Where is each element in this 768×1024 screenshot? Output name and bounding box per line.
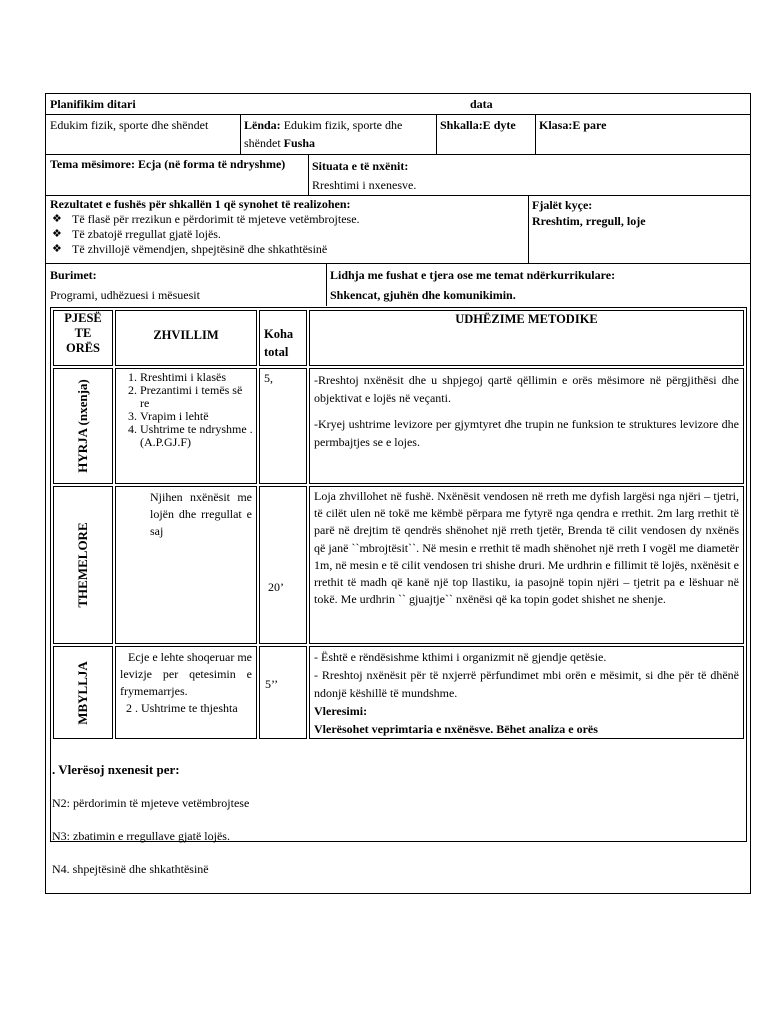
list-item: ❖ Të flasë për rrezikun e përdorimit të mjeteve vetëmbrojtese.	[72, 212, 524, 227]
themelore-zhvillim-cell	[115, 486, 257, 644]
mbyllja-udhezime-cell	[309, 646, 744, 739]
situata-value: Rreshtimi i nxenesve.	[312, 178, 417, 192]
lenda-cell	[240, 115, 436, 154]
hyrja-zhvillim-cell	[115, 368, 257, 484]
mbyllja-label-cell	[53, 646, 113, 739]
burimet-cell	[46, 264, 326, 306]
mbyllja-zhvillim-cell	[115, 646, 257, 739]
themelore-koha: 20’	[268, 580, 284, 594]
list-item: ❖ Të zhvillojë vëmendjen, shpejtësinë dhe shkathtësinë	[72, 242, 524, 257]
rezultatet-row	[46, 196, 750, 264]
header-koha: Koha total	[259, 310, 307, 366]
hyrja-label-cell	[53, 368, 113, 484]
lenda-label: Lënda:	[244, 118, 281, 132]
hyrja-udhezime-2: -Kryej ushtrime levizore per gjymtyret dhe trupin ne funksion te struktures levizore dhe permbajtjes se e lojes.	[314, 417, 739, 449]
hyrja-label: HYRJA (nxenja)	[75, 379, 90, 473]
fusha-cell: Edukim fizik, sporte dhe shëndet	[50, 118, 209, 132]
themelore-label: THEMELORE	[75, 522, 90, 608]
header-row	[46, 94, 750, 115]
themelore-koha-cell	[259, 486, 307, 644]
klasa-cell: Klasa:E pare	[539, 118, 607, 132]
header-pjese: PJESË TE ORËS	[53, 310, 113, 366]
burimet-label: Burimet:	[50, 268, 97, 282]
lidhja-value: Shkencat, gjuhën dhe komunikimin.	[330, 288, 516, 302]
vleresimi-value: Vlerësohet veprimtaria e nxënësve. Bëhet analiza e orës	[314, 722, 598, 736]
hyrja-steps	[118, 371, 254, 449]
mbyllja-udhezime-1: - Është e rëndësishme kthimi i organizmit në gjendje qetësie.	[314, 650, 607, 664]
list-item: 1. Rreshtimi i klasës	[140, 371, 254, 384]
list-item: 3. Vrapim i lehtë	[140, 410, 254, 423]
rezultatet-title: Rezultatet e fushës për shkallën 1 që synohet të realizohen:	[50, 197, 351, 211]
fjalet-label: Fjalët kyçe:	[532, 198, 593, 212]
lenda-value: Edukim fizik, sporte dhe shëndet	[244, 118, 403, 150]
info-row	[46, 115, 750, 155]
themelore-zhvillim: Njihen nxënësit me lojën dhe rregullat e saj	[150, 490, 252, 538]
tema-row	[46, 155, 750, 196]
situata-cell	[308, 155, 750, 195]
plan-title: Planifikim ditari	[50, 97, 136, 111]
tema-value: Ecja (në forma të ndryshme)	[137, 157, 286, 171]
mbyllja-udhezime-2: - Rreshtoj nxënësit për të nxjerrë përfundimet mbi orën e mësimit, si dhe për të dhënë ndonjë këshillë të mundshme.	[314, 668, 739, 700]
header-udhezime: UDHËZIME METODIKE	[309, 310, 744, 366]
themelore-udhezime: Loja zhvillohet në fushë. Nxënësit vendosen në rreth me dyfish largësi nga njëri – tjetri, të cilët ulen në tokë me këmbë përpara me fytyrë nga qendra e rrethit. 2m larg rrethit të parë në drejtim të qendrës shënohet një rreth tjetër, Brenda të cilit vendosen dy nxënës që janë ``mbrojtësit``. Në mesin e rrethit të madh shënohet një rreth I vogël me diametër 1m, në mesin e të cilit vendosen tri shishe druri. Me urdhrin e fillimit të lojës, nxënësit e rrethit të madh që kanë një top llastiku, ia pasojnë topin njëri – tjetrit pa e lëshuar në tokë. Me urdhrin `` gjuajtje`` nxënësi që ka topin godet shishet ne shenje.	[314, 489, 739, 607]
list-item: ❖ Të zbatojë rregullat gjatë lojës.	[72, 227, 524, 242]
themelore-udhezime-cell	[309, 486, 744, 644]
mbyllja-koha: 5’’	[265, 677, 279, 691]
evaluation-title: . Vlerësoj nxenesit per:	[52, 762, 180, 777]
fjalet-cell	[528, 196, 750, 263]
burimet-row	[46, 264, 750, 306]
themelore-label-cell	[53, 486, 113, 644]
list-item: 2. Prezantimi i temës së re	[140, 384, 254, 410]
hyrja-koha: 5,	[264, 371, 273, 385]
hyrja-udhezime-cell	[309, 368, 744, 484]
vleresimi-label: Vleresimi:	[314, 704, 368, 718]
rezultatet-list	[50, 212, 524, 257]
hyrja-udhezime-1: -Rreshtoj nxënësit dhe u shpjegoj qartë qëllimin e orës mësimore në përgjithësi dhe objektivat e lojës në veçanti.	[314, 373, 739, 405]
rezultatet-cell	[46, 196, 528, 263]
evaluation-section	[52, 762, 742, 877]
date-label: data	[470, 97, 493, 111]
lesson-plan-document	[45, 93, 751, 894]
fusha-label: Fusha	[283, 136, 316, 150]
shkalla-cell: Shkalla:E dyte	[440, 118, 516, 132]
tema-cell	[46, 155, 308, 195]
mbyllja-label: MBYLLJA	[75, 660, 90, 725]
mbyllja-zhvillim-1: Ecje e lehte shoqeruar me levizje per qetesimin e frymemarrjes.	[120, 650, 252, 698]
tema-label: Tema mësimore:	[50, 157, 135, 171]
situata-label: Situata e të nxënit:	[312, 159, 409, 173]
lidhja-cell	[326, 264, 750, 306]
hyrja-koha-cell	[259, 368, 307, 484]
header-zhvillim: ZHVILLIM	[115, 310, 257, 366]
list-item: N4. shpejtësinë dhe shkathtësinë	[52, 862, 209, 876]
lidhja-label: Lidhja me fushat e tjera ose me temat ndërkurrikulare:	[330, 268, 616, 282]
mbyllja-zhvillim-2: 2 . Ushtrime te thjeshta	[126, 701, 238, 715]
burimet-value: Programi, udhëzuesi i mësuesit	[50, 288, 200, 302]
fjalet-value: Rreshtim, rregull, loje	[532, 214, 646, 228]
list-item: N3: zbatimin e rregullave gjatë lojës.	[52, 829, 230, 843]
mbyllja-koha-cell	[259, 646, 307, 739]
list-item: N2: përdorimin të mjeteve vetëmbrojtese	[52, 796, 250, 810]
list-item: 4. Ushtrime te ndryshme . (A.P.GJ.F)	[140, 423, 254, 449]
